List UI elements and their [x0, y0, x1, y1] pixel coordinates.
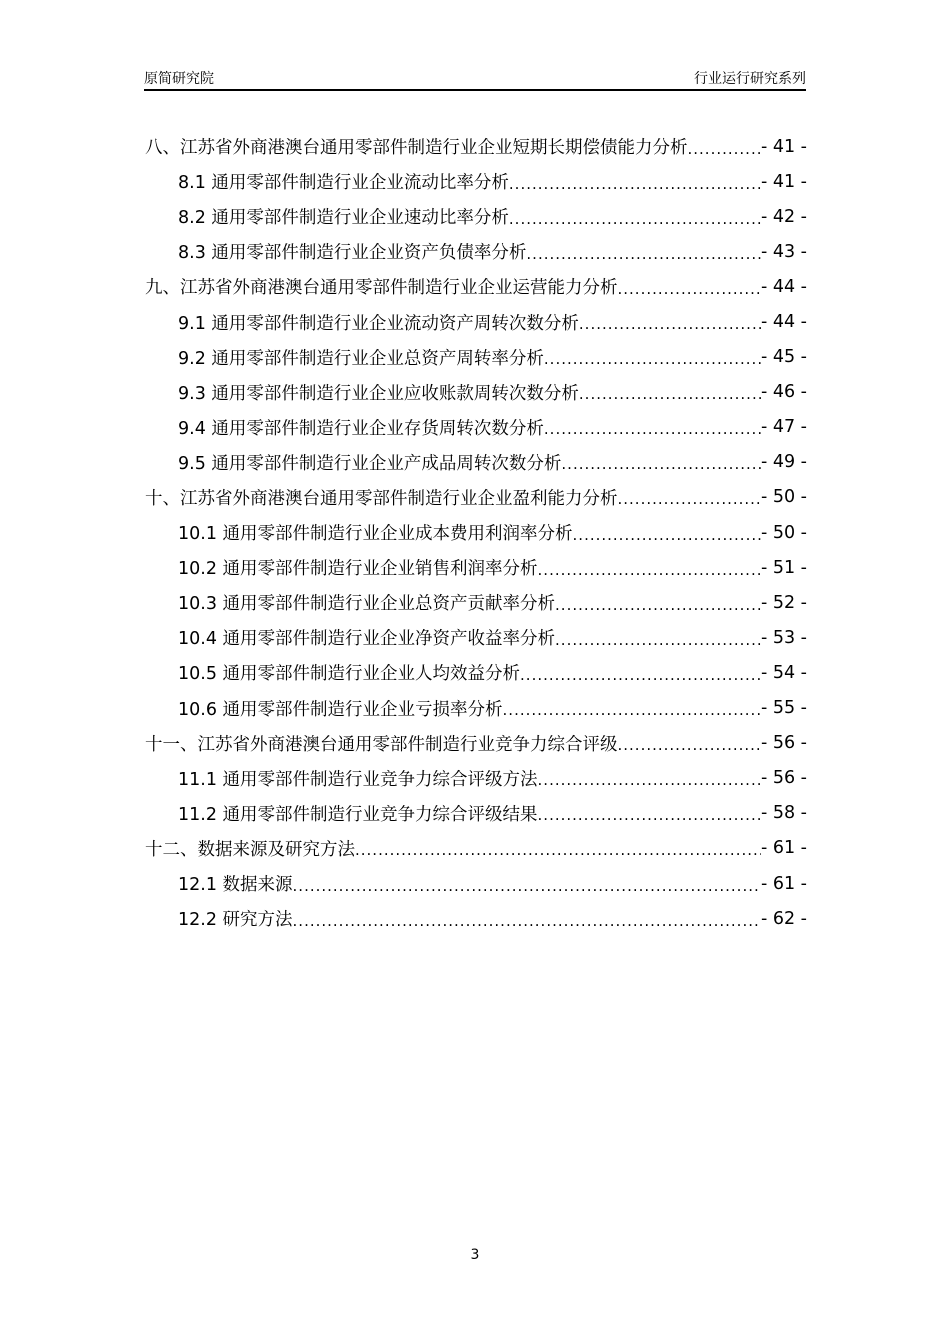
toc-entry-page: - 49 -: [760, 452, 807, 473]
toc-entry-page: - 53 -: [760, 627, 807, 648]
toc-entry[interactable]: [145, 761, 807, 796]
table-of-contents: [145, 129, 807, 936]
toc-dot-leader: [618, 486, 761, 508]
toc-entry[interactable]: [145, 340, 807, 375]
header-right: 行业运行研究系列: [694, 71, 806, 87]
toc-dot-leader: [555, 592, 761, 614]
toc-dot-leader: [579, 311, 761, 333]
toc-dot-leader: [573, 522, 761, 544]
toc-entry-page: - 44 -: [760, 312, 807, 333]
toc-entry-page: - 58 -: [760, 803, 807, 824]
toc-entry-page: - 47 -: [760, 417, 807, 438]
toc-entry[interactable]: [145, 691, 807, 726]
toc-entry[interactable]: [145, 866, 807, 901]
toc-entry-page: - 41 -: [760, 136, 807, 157]
toc-entry[interactable]: [145, 445, 807, 480]
toc-entry-title: 11.2 通用零部件制造行业竞争力综合评级结果: [178, 804, 538, 825]
toc-entry-title: 8.1 通用零部件制造行业企业流动比率分析: [178, 173, 509, 194]
toc-entry-title: 9.3 通用零部件制造行业企业应收账款周转次数分析: [178, 383, 579, 404]
toc-entry-page: - 51 -: [760, 557, 807, 578]
toc-entry-page: - 52 -: [760, 592, 807, 613]
toc-entry[interactable]: [145, 129, 807, 164]
toc-entry-title: 10.4 通用零部件制造行业企业净资产收益率分析: [178, 629, 556, 650]
toc-entry-title: 8.3 通用零部件制造行业企业资产负债率分析: [178, 243, 527, 264]
toc-entry-title: 八、江苏省外商港澳台通用零部件制造行业企业短期长期偿债能力分析: [145, 138, 688, 159]
toc-dot-leader: [618, 276, 761, 298]
toc-dot-leader: [293, 908, 761, 930]
toc-dot-leader: [538, 557, 761, 579]
toc-entry-page: - 41 -: [760, 171, 807, 192]
toc-entry[interactable]: [145, 269, 807, 304]
toc-entry-page: - 50 -: [760, 487, 807, 508]
toc-entry[interactable]: [145, 199, 807, 234]
toc-dot-leader: [293, 873, 761, 895]
toc-dot-leader: [509, 171, 761, 193]
toc-dot-leader: [544, 346, 761, 368]
toc-entry-title: 11.1 通用零部件制造行业竞争力综合评级方法: [178, 769, 538, 790]
toc-entry[interactable]: [145, 655, 807, 690]
toc-entry[interactable]: [145, 620, 807, 655]
toc-entry-title: 9.1 通用零部件制造行业企业流动资产周转次数分析: [178, 313, 579, 334]
toc-entry[interactable]: [145, 550, 807, 585]
toc-entry-page: - 62 -: [760, 908, 807, 929]
toc-dot-leader: [555, 627, 761, 649]
toc-entry-page: - 46 -: [760, 382, 807, 403]
toc-entry-title: 九、江苏省外商港澳台通用零部件制造行业企业运营能力分析: [145, 278, 618, 299]
toc-entry[interactable]: [145, 304, 807, 339]
toc-entry[interactable]: [145, 410, 807, 445]
header-rule: [144, 89, 806, 91]
toc-dot-leader: [618, 732, 761, 754]
toc-dot-leader: [544, 416, 761, 438]
toc-entry-title: 12.2 研究方法: [178, 910, 293, 931]
toc-entry-title: 8.2 通用零部件制造行业企业速动比率分析: [178, 208, 509, 229]
toc-entry[interactable]: [145, 164, 807, 199]
toc-entry[interactable]: [145, 480, 807, 515]
toc-entry-title: 10.5 通用零部件制造行业企业人均效益分析: [178, 664, 521, 685]
toc-entry-page: - 61 -: [760, 873, 807, 894]
toc-entry-title: 十、江苏省外商港澳台通用零部件制造行业企业盈利能力分析: [145, 488, 618, 509]
page-header: [144, 66, 806, 88]
toc-entry-page: - 50 -: [760, 522, 807, 543]
toc-entry-page: - 43 -: [760, 241, 807, 262]
toc-entry[interactable]: [145, 585, 807, 620]
toc-dot-leader: [538, 802, 761, 824]
toc-entry-title: 9.2 通用零部件制造行业企业总资产周转率分析: [178, 348, 544, 369]
toc-entry-title: 10.6 通用零部件制造行业企业亏损率分析: [178, 699, 503, 720]
toc-dot-leader: [579, 381, 761, 403]
toc-entry-title: 10.1 通用零部件制造行业企业成本费用利润率分析: [178, 524, 573, 545]
header-left: 原简研究院: [144, 71, 214, 87]
toc-dot-leader: [509, 206, 761, 228]
toc-entry[interactable]: [145, 901, 807, 936]
toc-entry-page: - 55 -: [760, 698, 807, 719]
page-number: 3: [470, 1247, 480, 1263]
toc-dot-leader: [538, 767, 761, 789]
toc-entry[interactable]: [145, 796, 807, 831]
toc-dot-leader: [520, 662, 761, 684]
toc-entry-title: 10.2 通用零部件制造行业企业销售利润率分析: [178, 559, 538, 580]
toc-entry[interactable]: [145, 515, 807, 550]
toc-dot-leader: [688, 136, 761, 158]
toc-entry-title: 9.4 通用零部件制造行业企业存货周转次数分析: [178, 418, 544, 439]
toc-dot-leader: [526, 241, 761, 263]
toc-entry-page: - 61 -: [760, 838, 807, 859]
toc-entry-page: - 42 -: [760, 206, 807, 227]
toc-entry-title: 十二、数据来源及研究方法: [145, 839, 355, 860]
toc-dot-leader: [561, 451, 761, 473]
toc-dot-leader: [355, 837, 761, 859]
toc-entry-page: - 56 -: [760, 733, 807, 754]
toc-entry-title: 十一、江苏省外商港澳台通用零部件制造行业竞争力综合评级: [145, 734, 618, 755]
toc-entry[interactable]: [145, 234, 807, 269]
toc-entry-title: 12.1 数据来源: [178, 875, 293, 896]
toc-dot-leader: [503, 697, 761, 719]
toc-entry[interactable]: [145, 375, 807, 410]
toc-entry-page: - 44 -: [760, 276, 807, 297]
toc-entry-page: - 54 -: [760, 662, 807, 683]
toc-entry[interactable]: [145, 831, 807, 866]
toc-entry-page: - 56 -: [760, 768, 807, 789]
toc-entry-title: 9.5 通用零部件制造行业企业产成品周转次数分析: [178, 453, 562, 474]
toc-entry[interactable]: [145, 726, 807, 761]
toc-entry-title: 10.3 通用零部件制造行业企业总资产贡献率分析: [178, 594, 556, 615]
toc-entry-page: - 45 -: [760, 347, 807, 368]
